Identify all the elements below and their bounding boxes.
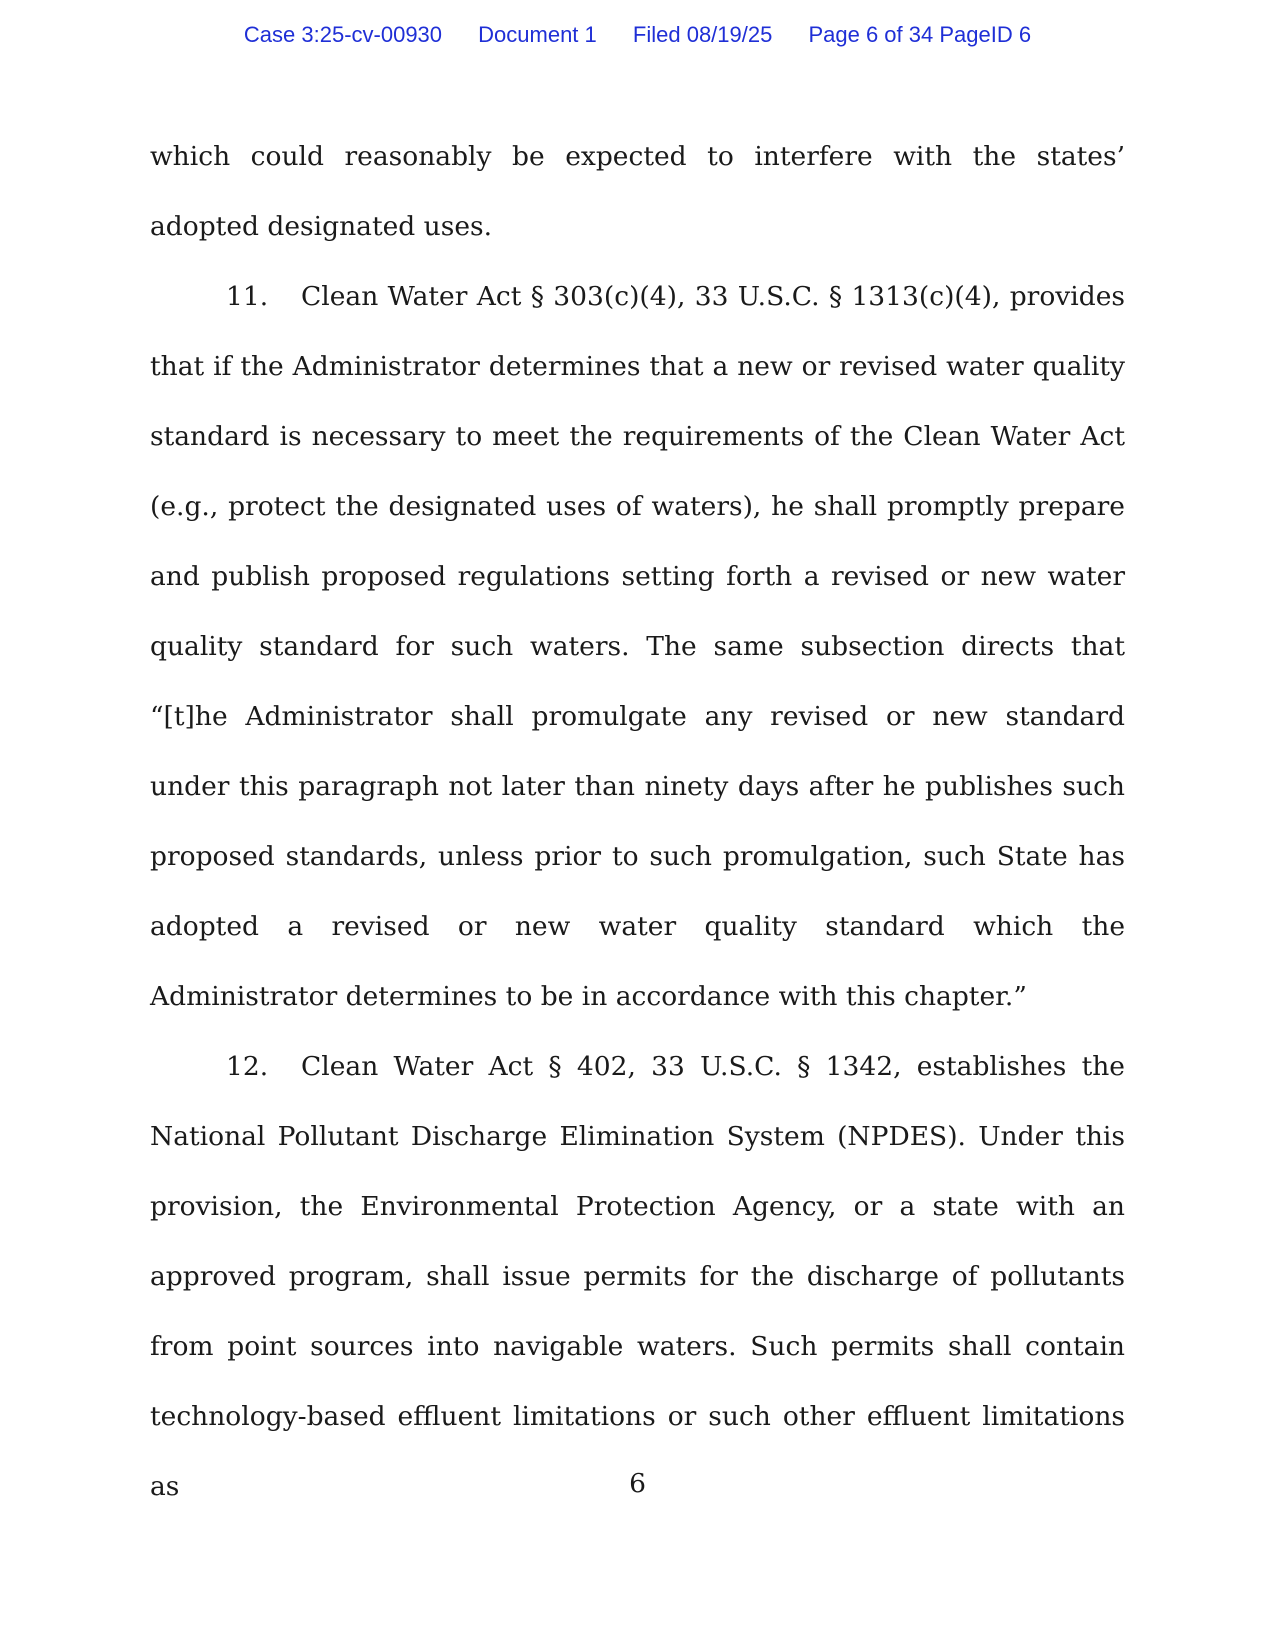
paragraph-number: 11. [226, 281, 269, 312]
page-number: 6 [629, 1468, 646, 1499]
paragraph-text: Clean Water Act § 402, 33 U.S.C. § 1342, establishes the National Pollutant Discharge Elimination System (NPDES). Under this provision, the Environmental Protection Agency, or a state with an approved program, shall issue permits for the discharge of pollutants from point sources into navigable waters. Such permits shall contain technology-based effluent limitations or such other effluent limitations as [150, 1051, 1125, 1502]
paragraph-text: Clean Water Act § 303(c)(4), 33 U.S.C. § 1313(c)(4), provides that if the Administrator determines that a new or revised water quality standard is necessary to meet the requirements of the Clean Water Act (e.g., protect the designated uses of waters), he shall promptly prepare and publish proposed regulations setting forth a revised or new water quality standard for such waters. The same subsection directs that “[t]he Administrator shall promulgate any revised or new standard under this paragraph not later than ninety days after he publishes such proposed standards, unless prior to such promulgation, such State has adopted a revised or new water quality standard which the Administrator determines to be in accordance with this chapter.” [150, 281, 1125, 1012]
document-body [150, 122, 1125, 1522]
filed-date: Filed 08/19/25 [632, 22, 773, 47]
page-id: Page 6 of 34 PageID 6 [808, 22, 1032, 47]
paragraph-12 [150, 1032, 1125, 1522]
court-filing-header [0, 22, 1275, 48]
case-number: Case 3:25-cv-00930 [243, 22, 443, 47]
continuation-paragraph: which could reasonably be expected to interfere with the states’ adopted designated uses. [150, 141, 1125, 242]
document-number: Document 1 [478, 22, 597, 47]
paragraph-11 [150, 262, 1125, 1032]
paragraph-number: 12. [226, 1051, 269, 1082]
